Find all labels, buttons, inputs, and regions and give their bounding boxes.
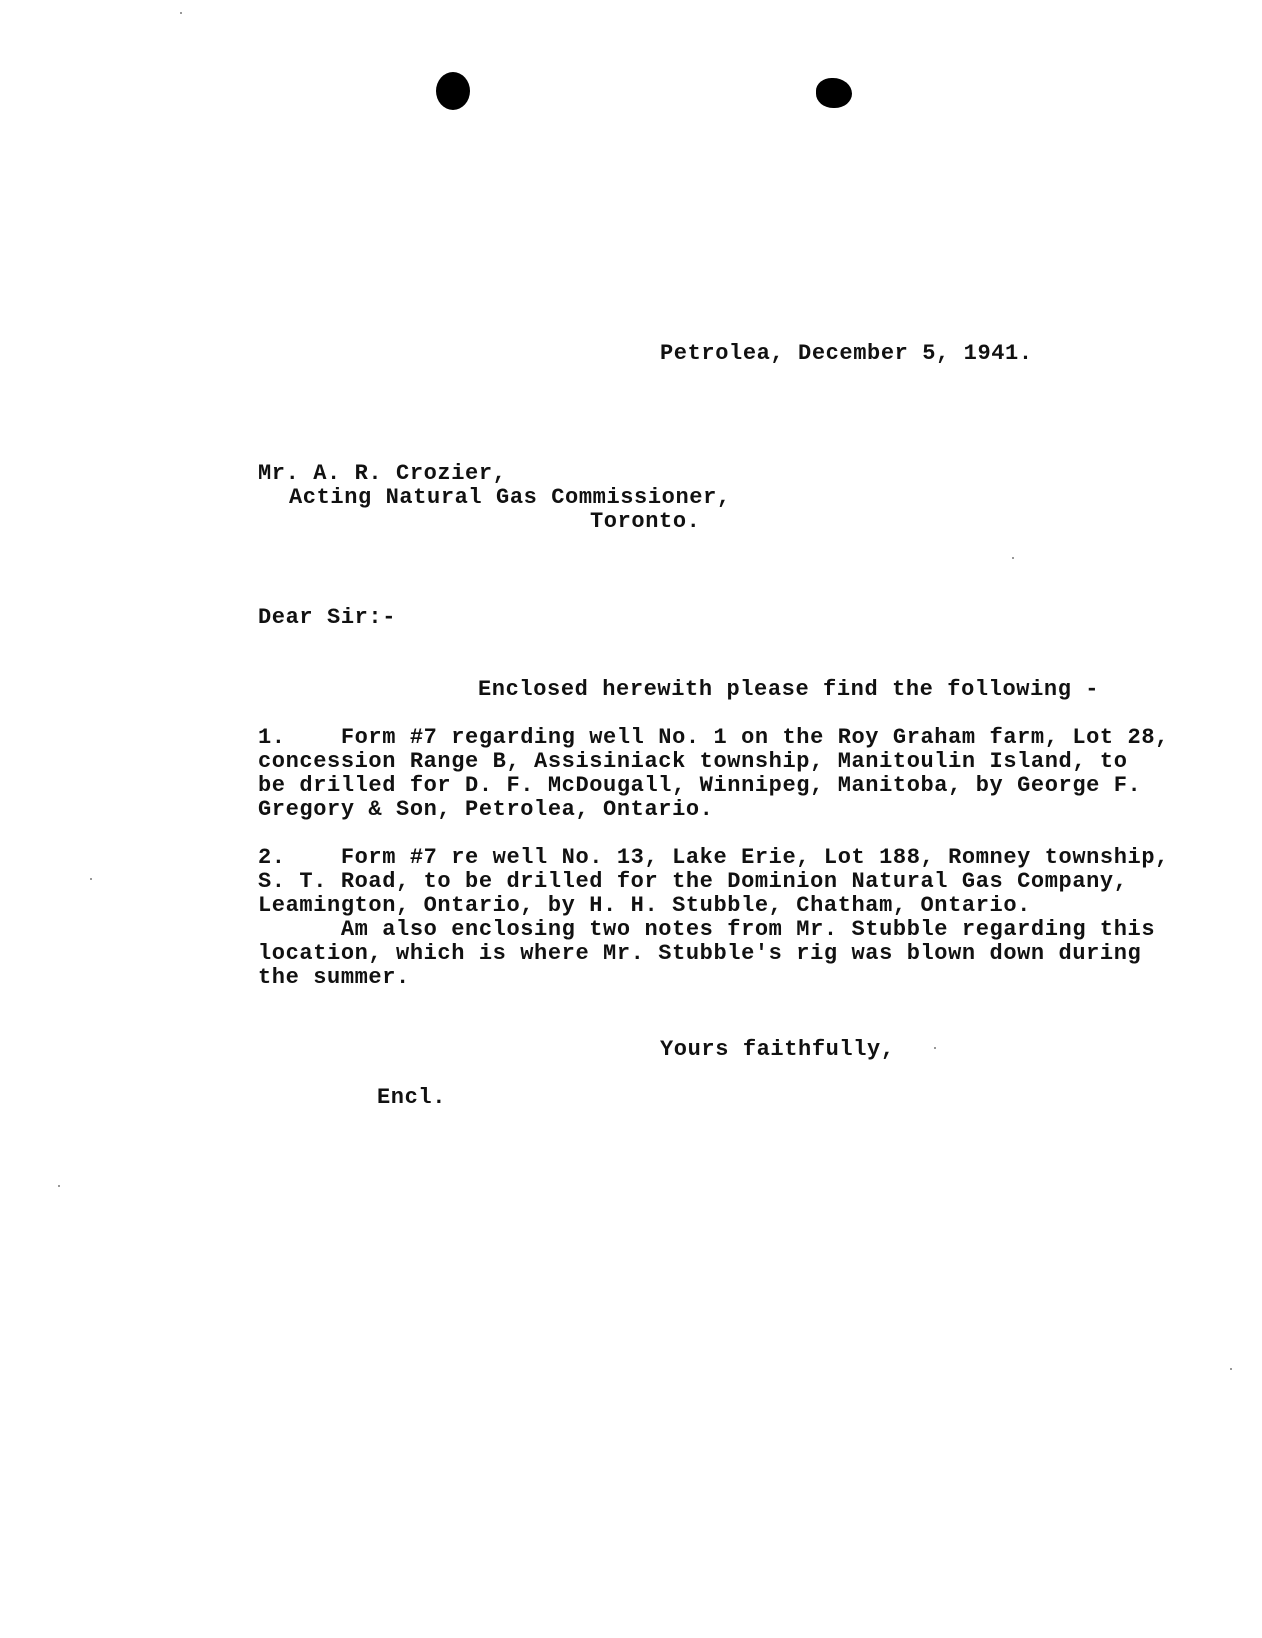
enclosure-note: Encl. bbox=[377, 1085, 447, 1110]
paper-speck bbox=[1012, 557, 1014, 559]
intro-line: Enclosed herewith please find the following - bbox=[478, 677, 1100, 702]
item-1-line: 1. Form #7 regarding well No. 1 on the Roy Graham farm, Lot 28, bbox=[258, 725, 1169, 750]
salutation: Dear Sir:- bbox=[258, 605, 397, 630]
addressee-name: Mr. A. R. Crozier, bbox=[258, 461, 507, 486]
punch-hole-left bbox=[436, 72, 470, 110]
item-2-line: Leamington, Ontario, by H. H. Stubble, Chatham, Ontario. bbox=[258, 893, 1031, 918]
paper-speck bbox=[58, 1185, 60, 1187]
paper-speck bbox=[180, 12, 182, 14]
punch-hole-right bbox=[816, 78, 852, 108]
addressee-title: Acting Natural Gas Commissioner, bbox=[289, 485, 731, 510]
item-2-line: S. T. Road, to be drilled for the Dominion Natural Gas Company, bbox=[258, 869, 1128, 894]
item-2-line: the summer. bbox=[258, 965, 410, 990]
closing: Yours faithfully, bbox=[660, 1037, 895, 1062]
item-1-line: Gregory & Son, Petrolea, Ontario. bbox=[258, 797, 714, 822]
paper-speck bbox=[90, 878, 92, 880]
paper-speck bbox=[1230, 1368, 1232, 1370]
dateline: Petrolea, December 5, 1941. bbox=[660, 341, 1033, 366]
item-2-line: location, which is where Mr. Stubble's rig was blown down during bbox=[258, 941, 1142, 966]
item-1-line: be drilled for D. F. McDougall, Winnipeg, Manitoba, by George F. bbox=[258, 773, 1142, 798]
addressee-city: Toronto. bbox=[590, 509, 701, 534]
item-2-line: 2. Form #7 re well No. 13, Lake Erie, Lot 188, Romney township, bbox=[258, 845, 1169, 870]
item-1-line: concession Range B, Assisiniack township, Manitoulin Island, to bbox=[258, 749, 1128, 774]
item-2-line: Am also enclosing two notes from Mr. Stubble regarding this bbox=[258, 917, 1156, 942]
paper-speck bbox=[934, 1047, 936, 1049]
